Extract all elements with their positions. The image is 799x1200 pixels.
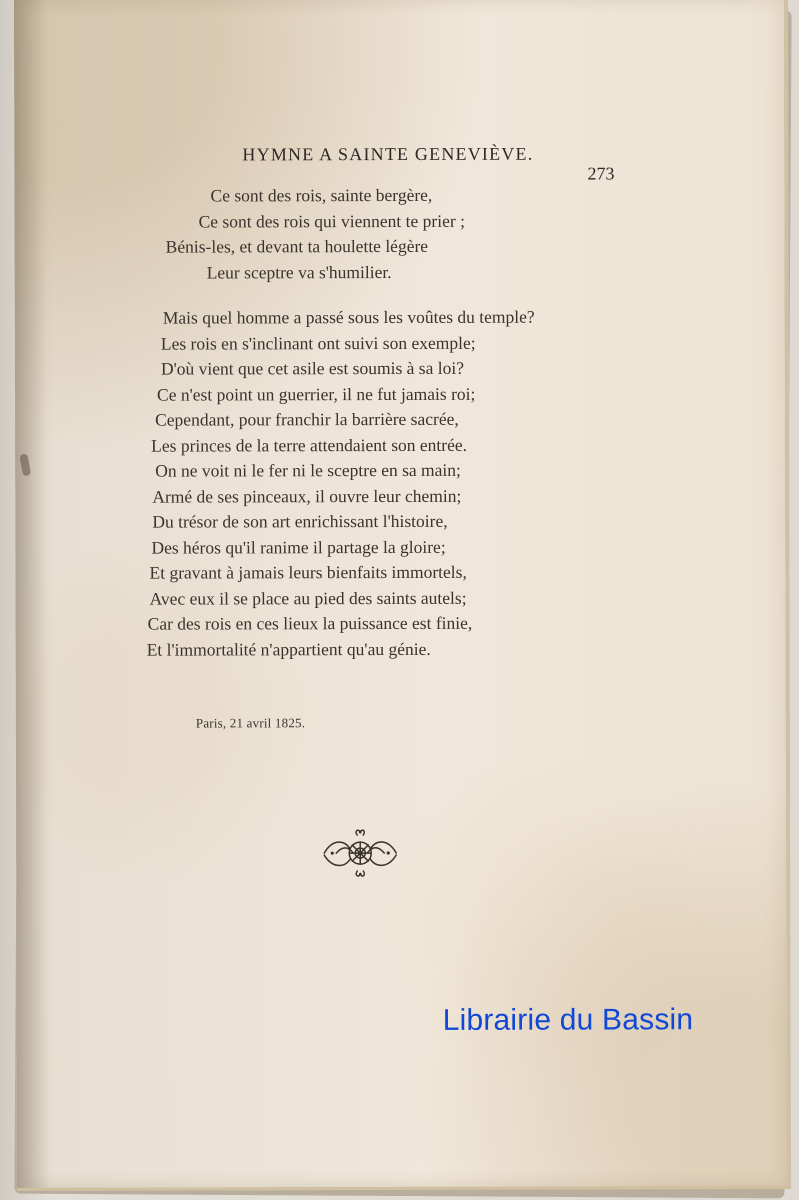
- poem-line: Ce n'est point un guerrier, il ne fut jamais roi;: [157, 383, 476, 405]
- poem-line: Les rois en s'inclinant ont suivi son exemple;: [160, 332, 476, 354]
- poem-line: Leur sceptre va s'humilier.: [206, 261, 392, 282]
- page-edge-mark: [19, 453, 31, 476]
- poem-line: On ne voit ni le fer ni le sceptre en sa main;: [155, 459, 461, 481]
- poem-line: Mais quel homme a passé sous les voûtes du temple?: [162, 306, 535, 328]
- poem-line: Du trésor de son art enrichissant l'histoire,: [152, 510, 448, 532]
- page-gutter: [14, 0, 49, 1188]
- poem-stanza-2: [146, 304, 592, 662]
- poem-line: Ce sont des rois, sainte bergère,: [210, 184, 433, 206]
- poem-line: Cependant, pour franchir la barrière sacrée,: [155, 408, 459, 430]
- ornament-icon: [314, 824, 406, 882]
- watermark-text: Librairie du Bassin: [442, 1003, 694, 1037]
- page-number: 273: [587, 163, 615, 184]
- poem-line: Ce sont des rois qui viennent te prier ;: [198, 210, 465, 232]
- running-header: HYMNE A SAINTE GENEVIÈVE.: [242, 143, 534, 165]
- book-page: [14, 0, 791, 1191]
- poem-line: Et gravant à jamais leurs bienfaits immortels,: [149, 561, 467, 583]
- poem-line: Armé de ses pinceaux, il ouvre leur chemin;: [152, 485, 462, 507]
- poem-line: Les princes de la terre attendaient son entrée.: [151, 434, 468, 456]
- poem-line: Bénis-les, et devant ta houlette légère: [165, 235, 429, 257]
- dateline: Paris, 21 avril 1825.: [195, 715, 306, 731]
- poem-line: Et l'immortalité n'appartient qu'au génie.: [146, 638, 431, 660]
- poem-stanza-1: [165, 183, 500, 286]
- poem-line: Car des rois en ces lieux la puissance est finie,: [147, 612, 473, 634]
- poem-line: Des héros qu'il ranime il partage la gloire;: [151, 536, 446, 558]
- poem-line: Avec eux il se place au pied des saints autels;: [149, 587, 467, 609]
- poem-line: D'où vient que cet asile est soumis à sa loi?: [160, 357, 465, 379]
